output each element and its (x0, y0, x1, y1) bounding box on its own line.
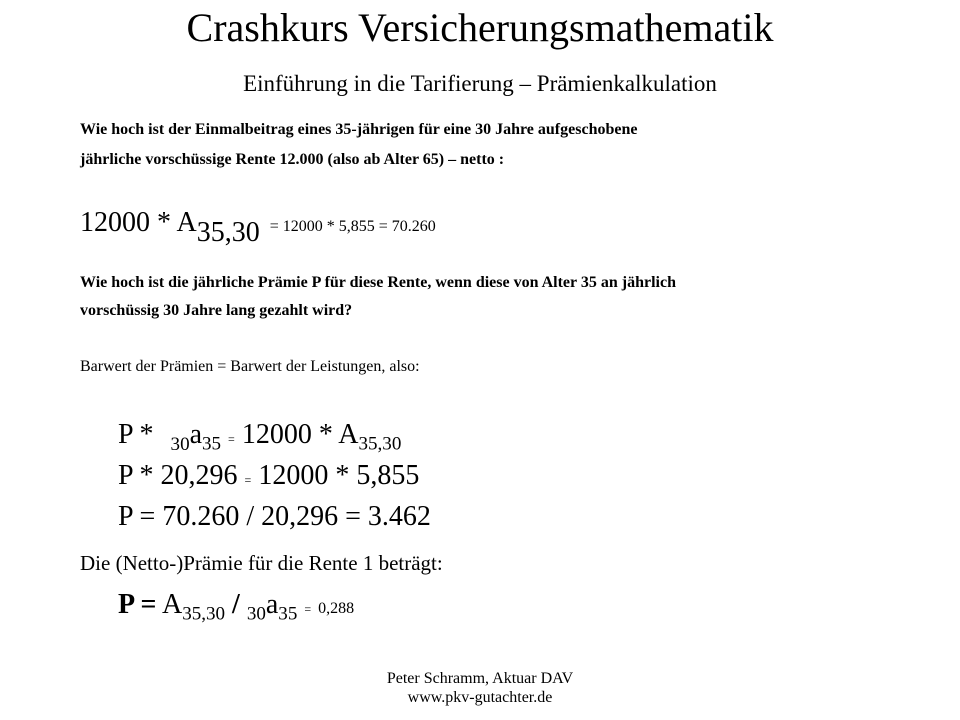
equation-1-equals: = (228, 432, 235, 446)
equation-1-rhs-subscript: 35,30 (358, 433, 402, 455)
net-premium-text: Die (Netto-)Prämie für die Rente 1 beträgt: (80, 551, 443, 575)
footer-website[interactable]: www.pkv-gutachter.de (407, 689, 553, 706)
equation-1 (118, 418, 401, 462)
equation-3: P = 70.260 / 20,296 = 3.462 (118, 501, 431, 532)
equation-4-a2: a (265, 589, 279, 620)
equation-2-rhs: 12000 * 5,855 (258, 460, 420, 491)
equation-2-lhs: P * 20,296 (118, 460, 238, 491)
equation-4-p: P = (118, 589, 157, 620)
formula-1-lhs: 12000 * A (80, 207, 197, 238)
equation-4-equals: = (304, 602, 312, 616)
equation-4 (118, 588, 354, 632)
equation-2 (118, 459, 419, 497)
equation-4-a: A (161, 589, 183, 620)
equation-2-equals: = (244, 473, 252, 487)
equation-4-pre-subscript: 30 (246, 603, 266, 625)
equation-4-a-subscript: 35,30 (182, 603, 226, 625)
equation-1-p: P * (118, 419, 154, 450)
question-1-line-2: jährliche vorschüssige Rente 12.000 (also ab Alter 65) – netto : (80, 151, 505, 168)
equation-4-slash: / (232, 589, 240, 620)
question-2-line-1: Wie hoch ist die jährliche Prämie P für diese Rente, wenn diese von Alter 35 an jährlich (80, 274, 676, 291)
equation-1-pre-subscript: 30 (170, 433, 190, 455)
question-2-line-2: vorschüssig 30 Jahre lang gezahlt wird? (80, 302, 353, 319)
footer-author: Peter Schramm, Aktuar DAV (386, 670, 574, 687)
page-subtitle: Einführung in die Tarifierung – Prämienkalkulation (243, 71, 717, 96)
formula-single-premium (80, 206, 436, 250)
equation-4-a2-subscript: 35 (278, 603, 298, 625)
equation-4-value: 0,288 (318, 600, 355, 617)
equation-1-a: a (189, 419, 203, 450)
formula-1-lhs-subscript: 35,30 (196, 216, 260, 248)
page-title: Crashkurs Versicherungsmathematik (186, 5, 774, 50)
equation-1-rhs: 12000 * A (241, 419, 359, 450)
equation-1-a-subscript: 35 (202, 433, 222, 455)
question-1-line-1: Wie hoch ist der Einmalbeitrag eines 35-jährigen für eine 30 Jahre aufgeschobene (80, 121, 638, 138)
formula-1-rhs: = 12000 * 5,855 = 70.260 (269, 218, 436, 235)
equivalence-statement: Barwert der Prämien = Barwert der Leistungen, also: (80, 358, 420, 375)
